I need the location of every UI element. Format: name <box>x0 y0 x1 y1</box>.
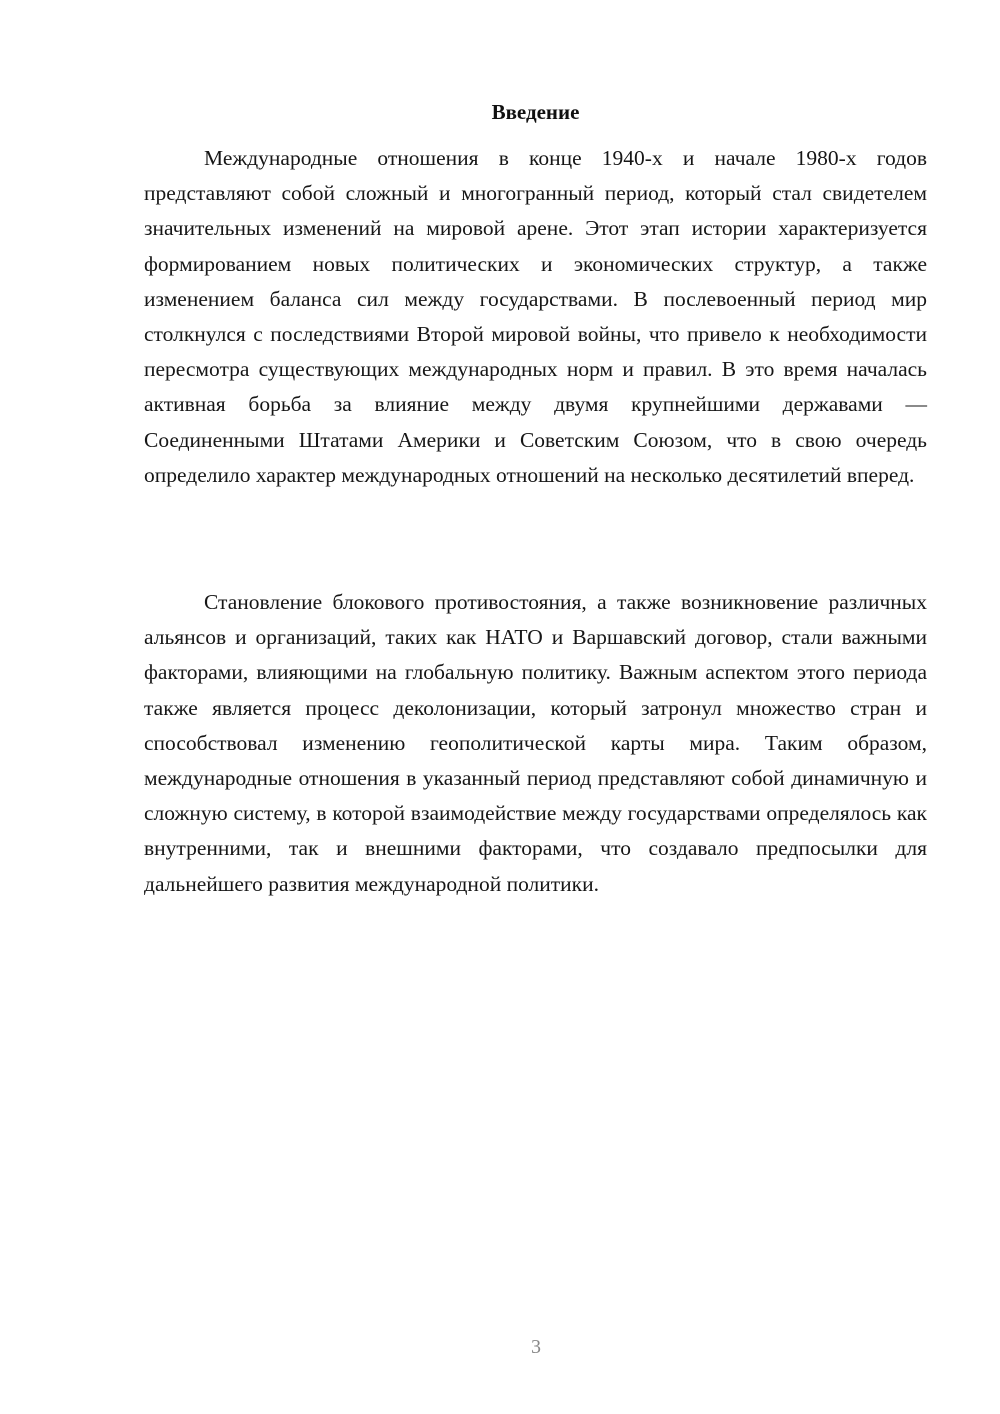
section-title: Введение <box>491 100 580 124</box>
paragraph-2: Становление блокового противостояния, а также возникновение различных альянсов и организаций, таких как НАТО и Варшавский договор, стали важными факторами, влияющими на глобальную политику. Важным аспектом этого периода также является процесс деколонизации, который затронул множество стран и способствовал изменению геополитической карты мира. Таким образом, международные отношения в указанный период представляют собой динамичную и сложную систему, в которой взаимодействие между государствами определялось как внутренними, так и внешними факторами, что создавало предпосылки для дальнейшего развития международной политики. <box>144 590 927 896</box>
page-number: 3 <box>531 1336 541 1358</box>
paragraph-1: Международные отношения в конце 1940-х и начале 1980-х годов представляют собой сложный и многогранный период, который стал свидетелем значительных изменений на мировой арене. Этот этап истории характеризуется формированием новых политических и экономических структур, а также изменением баланса сил между государствами. В послевоенный период мир столкнулся с последствиями Второй мировой войны, что привело к необходимости пересмотра существующих международных норм и правил. В это время началась активная борьба за влияние между двумя крупнейшими державами — Соединенными Штатами Америки и Советским Союзом, что в свою очередь определило характер международных отношений на несколько десятилетий вперед. <box>144 146 927 487</box>
